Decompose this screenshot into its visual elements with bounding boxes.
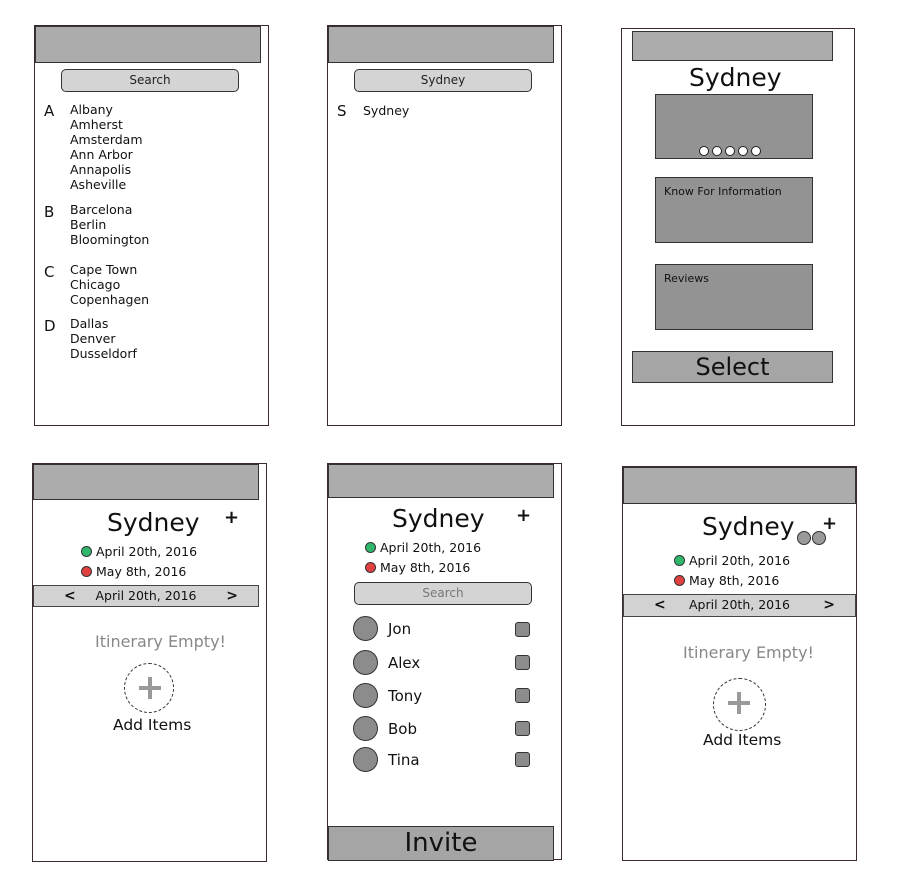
list-item[interactable]: Copenhagen [70, 292, 150, 307]
search-result-list [363, 103, 409, 118]
page-title: Sydney [107, 508, 200, 537]
person-row[interactable] [353, 716, 417, 741]
add-items-icon[interactable] [713, 678, 766, 731]
invite-button[interactable]: Invite [328, 826, 554, 861]
header-bar [35, 26, 261, 63]
search-input[interactable]: Sydney [354, 69, 532, 92]
list-item[interactable]: Dallas [70, 316, 109, 331]
page-title: Sydney [392, 504, 485, 533]
list-item[interactable]: Bloomington [70, 232, 150, 247]
person-row[interactable] [353, 650, 420, 675]
list-item[interactable]: Berlin [70, 217, 107, 232]
screen-itinerary [32, 463, 267, 862]
carousel-dot[interactable] [738, 146, 748, 156]
list-item[interactable]: Annapolis [70, 162, 132, 177]
add-items-icon[interactable] [124, 663, 174, 713]
end-date: May 8th, 2016 [689, 573, 780, 588]
start-date-dot-icon [674, 555, 685, 566]
end-date-row [674, 573, 779, 588]
list-item[interactable]: Sydney [363, 103, 410, 118]
list-item[interactable]: Amherst [70, 117, 123, 132]
avatar [353, 747, 378, 772]
carousel-dots[interactable] [699, 146, 761, 156]
avatar [353, 716, 378, 741]
section-letter-b: B [44, 203, 55, 221]
end-date: May 8th, 2016 [380, 560, 471, 575]
end-date-dot-icon [81, 566, 92, 577]
section-letter-c: C [44, 263, 55, 281]
start-date-row [81, 544, 197, 559]
person-row[interactable] [353, 683, 422, 708]
current-date: April 20th, 2016 [688, 597, 791, 612]
carousel-dot[interactable] [712, 146, 722, 156]
start-date-row [674, 553, 790, 568]
member-avatar-icon[interactable] [797, 531, 811, 545]
list-item[interactable]: Cape Town [70, 262, 138, 277]
city-group-c [70, 262, 149, 307]
header-bar [33, 464, 259, 500]
list-item[interactable]: Albany [70, 102, 113, 117]
person-row[interactable] [353, 616, 411, 641]
list-item[interactable]: Ann Arbor [70, 147, 133, 162]
screen-search-result [327, 25, 562, 426]
start-date: April 20th, 2016 [380, 540, 482, 555]
person-name: Jon [388, 619, 412, 638]
end-date-dot-icon [674, 575, 685, 586]
header-bar [623, 467, 856, 504]
header-bar [632, 31, 833, 61]
list-item[interactable]: Amsterdam [70, 132, 143, 147]
list-item[interactable]: Chicago [70, 277, 121, 292]
avatar [353, 616, 378, 641]
list-item[interactable]: Asheville [70, 177, 127, 192]
avatar [353, 650, 378, 675]
person-name: Alex [388, 653, 421, 672]
next-date-icon[interactable]: > [226, 588, 238, 604]
invite-checkbox[interactable] [515, 721, 530, 736]
list-item[interactable]: Denver [70, 331, 116, 346]
section-letter-s: S [337, 102, 347, 120]
date-navigator [33, 585, 259, 607]
end-date-row [81, 564, 186, 579]
city-group-d [70, 316, 137, 361]
page-title: Sydney [702, 512, 795, 541]
empty-state-label: Itinerary Empty! [683, 643, 814, 662]
prev-date-icon[interactable]: < [64, 588, 76, 604]
invite-checkbox[interactable] [515, 688, 530, 703]
carousel-dot[interactable] [751, 146, 761, 156]
next-date-icon[interactable]: > [823, 597, 835, 613]
screen-city-list [34, 25, 269, 426]
current-date: April 20th, 2016 [95, 588, 197, 603]
invite-checkbox[interactable] [515, 622, 530, 637]
list-item[interactable]: Barcelona [70, 202, 133, 217]
section-letter-d: D [44, 317, 56, 335]
person-row[interactable] [353, 747, 420, 772]
page-title: Sydney [689, 63, 782, 92]
header-bar [328, 464, 554, 498]
screen-itinerary-members [622, 466, 857, 861]
screen-city-detail [621, 28, 855, 426]
carousel-dot[interactable] [699, 146, 709, 156]
start-date: April 20th, 2016 [689, 553, 791, 568]
person-name: Bob [388, 719, 417, 738]
person-name: Tony [388, 686, 423, 705]
start-date-row [365, 540, 481, 555]
start-date-dot-icon [81, 546, 92, 557]
header-bar [328, 26, 554, 63]
avatar [353, 683, 378, 708]
add-icon[interactable]: + [516, 505, 532, 526]
person-name: Tina [388, 750, 420, 769]
city-group-b [70, 202, 149, 247]
info-panel: Know For Information [655, 177, 813, 243]
carousel-dot[interactable] [725, 146, 735, 156]
empty-state-label: Itinerary Empty! [95, 632, 226, 651]
search-input[interactable]: Search [354, 582, 532, 605]
invite-checkbox[interactable] [515, 752, 530, 767]
prev-date-icon[interactable]: < [654, 597, 666, 613]
select-button[interactable]: Select [632, 351, 833, 383]
start-date-dot-icon [365, 542, 376, 553]
list-item[interactable]: Dusseldorf [70, 346, 137, 361]
end-date-row [365, 560, 470, 575]
photo-carousel[interactable] [655, 94, 813, 159]
date-navigator [623, 594, 856, 617]
screen-invite [327, 463, 562, 860]
reviews-panel: Reviews [655, 264, 813, 330]
search-input[interactable]: Search [61, 69, 239, 92]
add-icon[interactable]: + [224, 507, 240, 528]
city-group-a [70, 102, 143, 192]
invite-checkbox[interactable] [515, 655, 530, 670]
add-items-label[interactable]: Add Items [703, 731, 782, 749]
end-date: May 8th, 2016 [96, 564, 187, 579]
end-date-dot-icon [365, 562, 376, 573]
section-letter-a: A [44, 102, 55, 120]
add-member-icon[interactable]: + [822, 513, 838, 534]
start-date: April 20th, 2016 [96, 544, 198, 559]
add-items-label[interactable]: Add Items [113, 716, 192, 734]
